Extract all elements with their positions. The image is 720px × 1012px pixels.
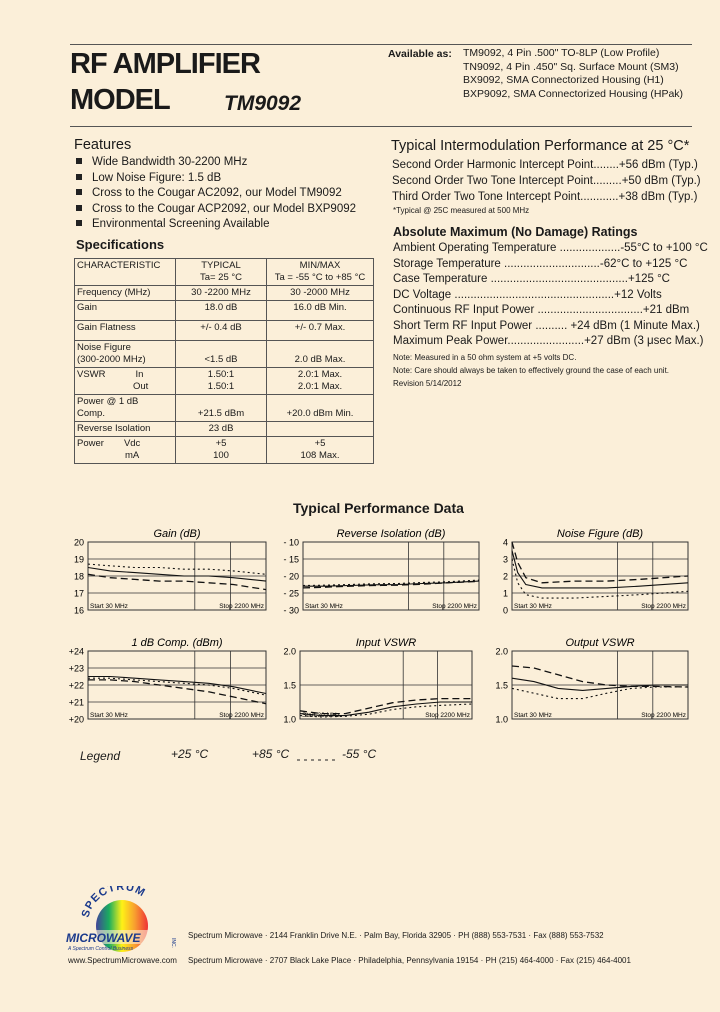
- performance-charts: [0, 520, 720, 740]
- y-tick-label: 16: [73, 605, 84, 616]
- table-row: Noise Figure (300-2000 MHz) <1.5 dB 2.0 dB Max.: [75, 341, 374, 368]
- available-as-list: [463, 47, 683, 101]
- notes: [393, 351, 669, 390]
- absolute-max-line: Maximum Peak Power........................+27 dBm (3 μsec Max.): [393, 335, 704, 347]
- legend-item-25c: +25 °C: [171, 747, 209, 761]
- absolute-max-line: Case Temperature ...........................................+125 °C: [393, 273, 670, 285]
- absolute-max-line: Short Term RF Input Power .......... +24 dBm (1 Minute Max.): [393, 319, 700, 332]
- start-label: Start 30 MHz: [514, 712, 552, 719]
- start-label: Start 30 MHz: [302, 712, 340, 719]
- stop-label: Stop 2200 MHz: [432, 603, 477, 610]
- table-row: Gain 18.0 dB 16.0 dB Min.: [75, 301, 374, 321]
- stop-label: Stop 2200 MHz: [641, 712, 686, 719]
- y-tick-label: +24: [68, 646, 84, 657]
- stop-label: Stop 2200 MHz: [425, 712, 470, 719]
- svg-text:SPECTRUM: SPECTRUM: [79, 886, 148, 919]
- table-row: Frequency (MHz) 30 -2200 MHz 30 -2000 MHz: [75, 286, 374, 301]
- top-rule: [70, 44, 692, 45]
- series-line: [512, 666, 688, 687]
- table-row: Gain Flatness +/- 0.4 dB +/- 0.7 Max.: [75, 321, 374, 341]
- title-line-2: MODEL: [70, 84, 170, 116]
- specifications-heading: Specifications: [76, 237, 165, 252]
- absolute-max-line: Storage Temperature ..............................-62°C to +125 °C: [393, 257, 688, 270]
- address-line-2: Spectrum Microwave · 2707 Black Lake Place · Philadelphia, Pennsylvania 19154 · PH (215) 464-4000 · Fax (215) 464-4001: [188, 956, 631, 965]
- table-row: Power @ 1 dB Comp. +21.5 dBm +20.0 dBm Min.: [75, 395, 374, 422]
- table-row: VSWR In Out 1.50:1 1.50:1 2.0:1 Max. 2.0:1 Max.: [75, 368, 374, 395]
- series-line: [512, 559, 688, 598]
- bullet-square-icon: [76, 189, 82, 195]
- available-as-item: BXP9092, SMA Connectorized Housing (HPak): [463, 87, 684, 100]
- absolute-max-heading: Absolute Maximum (No Damage) Ratings: [393, 225, 638, 239]
- start-label: Start 30 MHz: [90, 603, 128, 610]
- spectrum-microwave-logo: [62, 886, 182, 963]
- model-number: TM9092: [224, 92, 302, 115]
- absolute-max-line: DC Voltage ..................................................+12 Volts: [393, 288, 662, 301]
- y-tick-label: 0: [502, 605, 508, 616]
- legend-label: Legend: [80, 749, 121, 763]
- note-line: Note: Measured in a 50 ohm system at +5 volts DC.: [393, 353, 577, 362]
- intermod-list: [392, 157, 701, 205]
- y-tick-label: 3: [502, 554, 508, 565]
- chart-title: Reverse Isolation (dB): [336, 528, 446, 540]
- features-list: [76, 155, 356, 233]
- title-line-1: RF AMPLIFIER: [70, 48, 260, 80]
- table-row: Reverse Isolation 23 dB: [75, 422, 374, 437]
- chart-title: Input VSWR: [355, 637, 417, 649]
- absolute-max-list: [393, 241, 708, 350]
- y-tick-label: 4: [502, 537, 508, 548]
- address-line-1: Spectrum Microwave · 2144 Franklin Drive N.E. · Palm Bay, Florida 32905 · PH (888) 553-7531 · Fax (888) 553-7532: [188, 931, 604, 940]
- svg-text:MICROWAVE: MICROWAVE: [66, 931, 141, 945]
- feature-item: Cross to the Cougar AC2092, our Model TM9092: [76, 186, 356, 202]
- available-as-label: Available as:: [388, 48, 452, 60]
- stop-label: Stop 2200 MHz: [219, 712, 264, 719]
- bullet-square-icon: [76, 174, 82, 180]
- bullet-square-icon: [76, 158, 82, 164]
- series-line: [88, 564, 266, 574]
- y-tick-label: 17: [73, 588, 84, 599]
- start-label: Start 30 MHz: [90, 712, 128, 719]
- svg-text:A Spectrum Control Business: A Spectrum Control Business: [68, 946, 134, 952]
- y-tick-label: 2.0: [495, 646, 508, 657]
- table-row: CHARACTERISTIC TYPICAL Ta= 25 °C MIN/MAX Ta = -55 °C to +85 °C: [75, 259, 374, 286]
- note-line: Note: Care should always be taken to effectively ground the case of each unit.: [393, 366, 670, 375]
- intermod-line: Second Order Harmonic Intercept Point........+56 dBm (Typ.): [392, 159, 698, 171]
- series-line: [512, 551, 688, 588]
- y-tick-label: +23: [68, 663, 84, 674]
- y-tick-label: 1: [502, 588, 508, 599]
- intermod-line: Third Order Two Tone Intercept Point............+38 dBm (Typ.): [392, 191, 698, 203]
- header-rule: [70, 126, 692, 127]
- available-as-item: BX9092, SMA Connectorized Housing (H1): [463, 74, 664, 86]
- legend-item-minus55c: -55 °C: [342, 747, 377, 761]
- y-tick-label: - 15: [283, 554, 299, 565]
- start-label: Start 30 MHz: [514, 603, 552, 610]
- absolute-max-line: Continuous RF Input Power .................................+21 dBm: [393, 304, 690, 316]
- performance-heading: Typical Performance Data: [293, 500, 464, 516]
- feature-item: Wide Bandwidth 30-2200 MHz: [76, 155, 356, 171]
- legend-dash-swatch: [297, 751, 339, 769]
- bullet-square-icon: [76, 220, 82, 226]
- chart-title: 1 dB Comp. (dBm): [131, 637, 223, 649]
- intermod-heading: Typical Intermodulation Performance at 25 °C*: [391, 138, 690, 154]
- available-as-item: TN9092, 4 Pin .450" Sq. Surface Mount (SM3): [463, 60, 679, 73]
- intermod-footnote: *Typical @ 25C measured at 500 MHz: [393, 206, 530, 215]
- series-line: [88, 680, 266, 704]
- bullet-square-icon: [76, 205, 82, 211]
- website[interactable]: www.SpectrumMicrowave.com: [68, 956, 177, 965]
- stop-label: Stop 2200 MHz: [219, 603, 264, 610]
- features-heading: Features: [74, 137, 132, 153]
- legend-item-85c: +85 °C: [252, 747, 290, 761]
- y-tick-label: - 25: [283, 588, 299, 599]
- y-tick-label: 20: [73, 537, 84, 548]
- chart-title: Output VSWR: [565, 637, 635, 649]
- series-line: [512, 542, 688, 583]
- y-tick-label: 1.5: [495, 680, 508, 691]
- table-row: Power Vdc mA +5 100 +5 108 Max.: [75, 437, 374, 464]
- y-tick-label: 2.0: [283, 646, 296, 657]
- chart-title: Noise Figure (dB): [556, 528, 644, 540]
- chart-title: Gain (dB): [153, 528, 201, 540]
- feature-item: Environmental Screening Available: [76, 217, 356, 233]
- intermod-line: Second Order Two Tone Intercept Point.........+50 dBm (Typ.): [392, 175, 701, 187]
- y-tick-label: 1.0: [283, 714, 296, 725]
- y-tick-label: 2: [502, 571, 508, 582]
- note-line: Revision 5/14/2012: [393, 379, 462, 388]
- absolute-max-line: Ambient Operating Temperature ...................-55°C to +100 °C: [393, 242, 708, 254]
- y-tick-label: +20: [68, 714, 84, 725]
- specifications-table: [74, 258, 374, 464]
- stop-label: Stop 2200 MHz: [641, 603, 686, 610]
- y-tick-label: 18: [73, 571, 84, 582]
- series-line: [88, 568, 266, 582]
- y-tick-label: 19: [73, 554, 84, 565]
- start-label: Start 30 MHz: [305, 603, 343, 610]
- y-tick-label: +21: [68, 697, 84, 708]
- y-tick-label: 1.0: [495, 714, 508, 725]
- available-as-item: TM9092, 4 Pin .500" TO-8LP (Low Profile): [463, 47, 660, 59]
- series-line: [88, 574, 266, 589]
- y-tick-label: - 20: [283, 571, 299, 582]
- y-tick-label: - 10: [283, 537, 299, 548]
- y-tick-label: - 30: [283, 605, 299, 616]
- feature-item: Low Noise Figure: 1.5 dB: [76, 171, 356, 187]
- feature-item: Cross to the Cougar ACP2092, our Model BXP9092: [76, 202, 356, 218]
- y-tick-label: 1.5: [283, 680, 296, 691]
- y-tick-label: +22: [68, 680, 84, 691]
- legend: [80, 747, 120, 765]
- svg-text:INC.: INC.: [170, 938, 176, 948]
